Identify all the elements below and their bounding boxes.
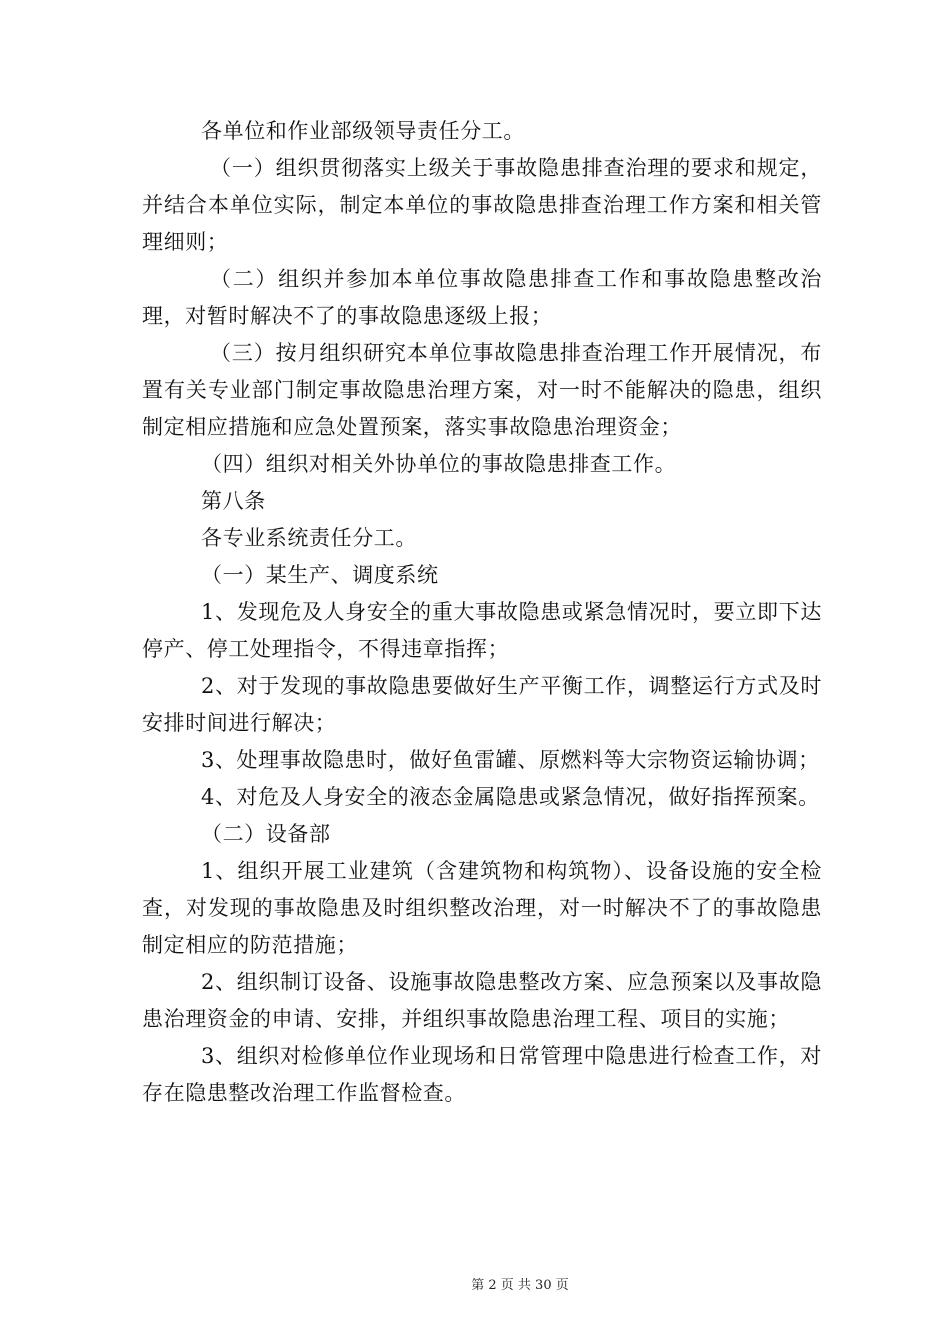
paragraph-production-1: 1、发现危及人身安全的重大事故隐患或紧急情况时，要立即下达停产、停工处理指令，不得违章指挥； <box>142 600 822 661</box>
paragraph-item-3: （三）按月组织研究本单位事故隐患排查治理工作开展情况，布置有关专业部门制定事故隐患治理方案，对一时不能解决的隐患，组织制定相应措施和应急处置预案，落实事故隐患治理资金； <box>142 341 822 439</box>
paragraph-leadership-duties: 各单位和作业部级领导责任分工。 <box>201 119 525 143</box>
paragraph-production-3: 3、处理事故隐患时，做好鱼雷罐、原燃料等大宗物资运输协调； <box>201 748 820 772</box>
paragraph-item-4: （四）组织对相关外协单位的事故隐患排查工作。 <box>201 452 677 476</box>
paragraph-equipment-1: 1、组织开展工业建筑（含建筑物和构筑物）、设备设施的安全检查，对发现的事故隐患及时组织整改治理，对一时解决不了的事故隐患制定相应的防范措施； <box>142 859 822 957</box>
page-number-footer: 第 2 页 共 30 页 <box>471 1278 569 1293</box>
section-heading-production: （一）某生产、调度系统 <box>201 563 439 587</box>
paragraph-production-2: 2、对于发现的事故隐患要做好生产平衡工作，调整运行方式及时安排时间进行解决； <box>142 674 822 735</box>
paragraph-equipment-3: 3、组织对检修单位作业现场和日常管理中隐患进行检查工作，对存在隐患整改治理工作监督检查。 <box>142 1044 822 1105</box>
paragraph-item-2: （二）组织并参加本单位事故隐患排查工作和事故隐患整改治理，对暂时解决不了的事故隐患逐级上报； <box>142 267 822 328</box>
paragraph-equipment-2: 2、组织制订设备、设施事故隐患整改方案、应急预案以及事故隐患治理资金的申请、安排，并组织事故隐患治理工程、项目的实施； <box>142 970 822 1031</box>
paragraph-item-1: （一）组织贯彻落实上级关于事故隐患排查治理的要求和规定，并结合本单位实际，制定本单位的事故隐患排查治理工作方案和相关管理细则； <box>142 156 822 254</box>
paragraph-production-4: 4、对危及人身安全的液态金属隐患或紧急情况，做好指挥预案。 <box>201 785 820 809</box>
section-heading-equipment: （二）设备部 <box>201 822 331 846</box>
document-body <box>142 113 822 1112</box>
paragraph-system-duties: 各专业系统责任分工。 <box>201 526 417 550</box>
article-heading: 第八条 <box>201 489 266 513</box>
